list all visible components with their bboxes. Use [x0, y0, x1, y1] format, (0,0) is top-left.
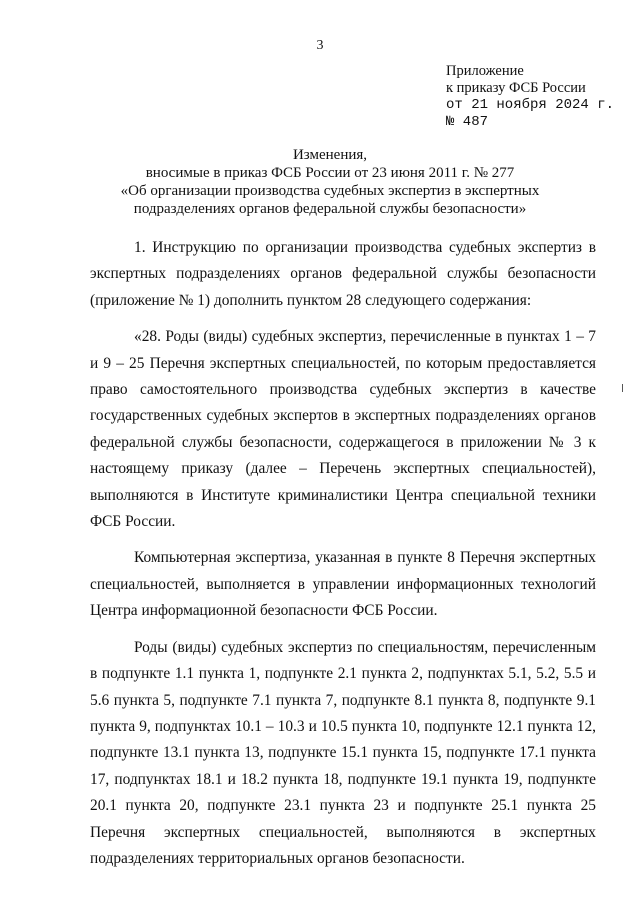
title-line-3: «Об организации производства судебных экспертиз в экспертных — [120, 183, 540, 199]
appendix-label: Приложение — [446, 63, 524, 79]
document-title — [60, 146, 600, 218]
paragraph-2: «28. Роды (виды) судебных экспертиз, перечисленные в пунктах 1 – 7 и 9 – 25 Перечня экспертных специальностей, по которым предоставляется право самостоятельного производства судебных экспертиз в качестве государственных судебных экспертов в экспертных подразделениях органов федеральной службы безопасности, содержащегося в приложении № 3 к настоящему приказу (далее – Перечень экспертных специальностей), выполняются в Институте криминалистики Центра специальной техники ФСБ России. — [90, 328, 596, 531]
paragraph-4: Роды (виды) судебных экспертиз по специальностям, перечисленным в подпункте 1.1 пункта 1, подпункте 2.1 пункта 2, подпунктах 5.1, 5.2, 5.5 и 5.6 пункта 5, подпункте 7.1 пункта 7, подпункте 8.1 пункта 8, подпункте 9.1 пункта 9, подпунктах 10.1 – 10.3 и 10.5 пункта 10, подпункте 12.1 пункта 12, подпункте 13.1 пункта 13, подпункте 15.1 пункта 15, подпункте 17.1 пункта 17, подпунктах 18.1 и 18.2 пункта 18, подпункте 19.1 пункта 19, подпункте 20.1 пункта 20, подпункте 23.1 пункта 23 и подпункте 25.1 пункта 25 Перечня экспертных специальностей, выполняются в экспертных подразделениях территориальных органов безопасности. — [90, 638, 596, 867]
page-number: 3 — [316, 38, 324, 53]
title-line-1: Изменения, — [292, 147, 368, 163]
appendix-number: № 487 — [446, 114, 489, 130]
paragraph-1: 1. Инструкцию по организации производства судебных экспертиз в экспертных подразделениях органов федеральной службы безопасности (приложение № 1) дополнить пунктом 28 следующего содержания: — [90, 239, 596, 309]
appendix-order-ref: к приказу ФСБ России — [446, 80, 586, 96]
scan-artifact — [622, 384, 623, 392]
document-body — [90, 235, 596, 882]
paragraph-3: Компьютерная экспертиза, указанная в пункте 8 Перечня экспертных специальностей, выполняется в управлении информационных технологий Центра информационной безопасности ФСБ России. — [90, 549, 596, 620]
appendix-header — [446, 63, 614, 131]
appendix-date: от 21 ноября 2024 г. — [446, 97, 615, 113]
title-line-4: подразделениях органов федеральной службы безопасности» — [133, 201, 527, 217]
title-line-2: вносимые в приказ ФСБ России от 23 июня 2011 г. № 277 — [145, 165, 515, 181]
